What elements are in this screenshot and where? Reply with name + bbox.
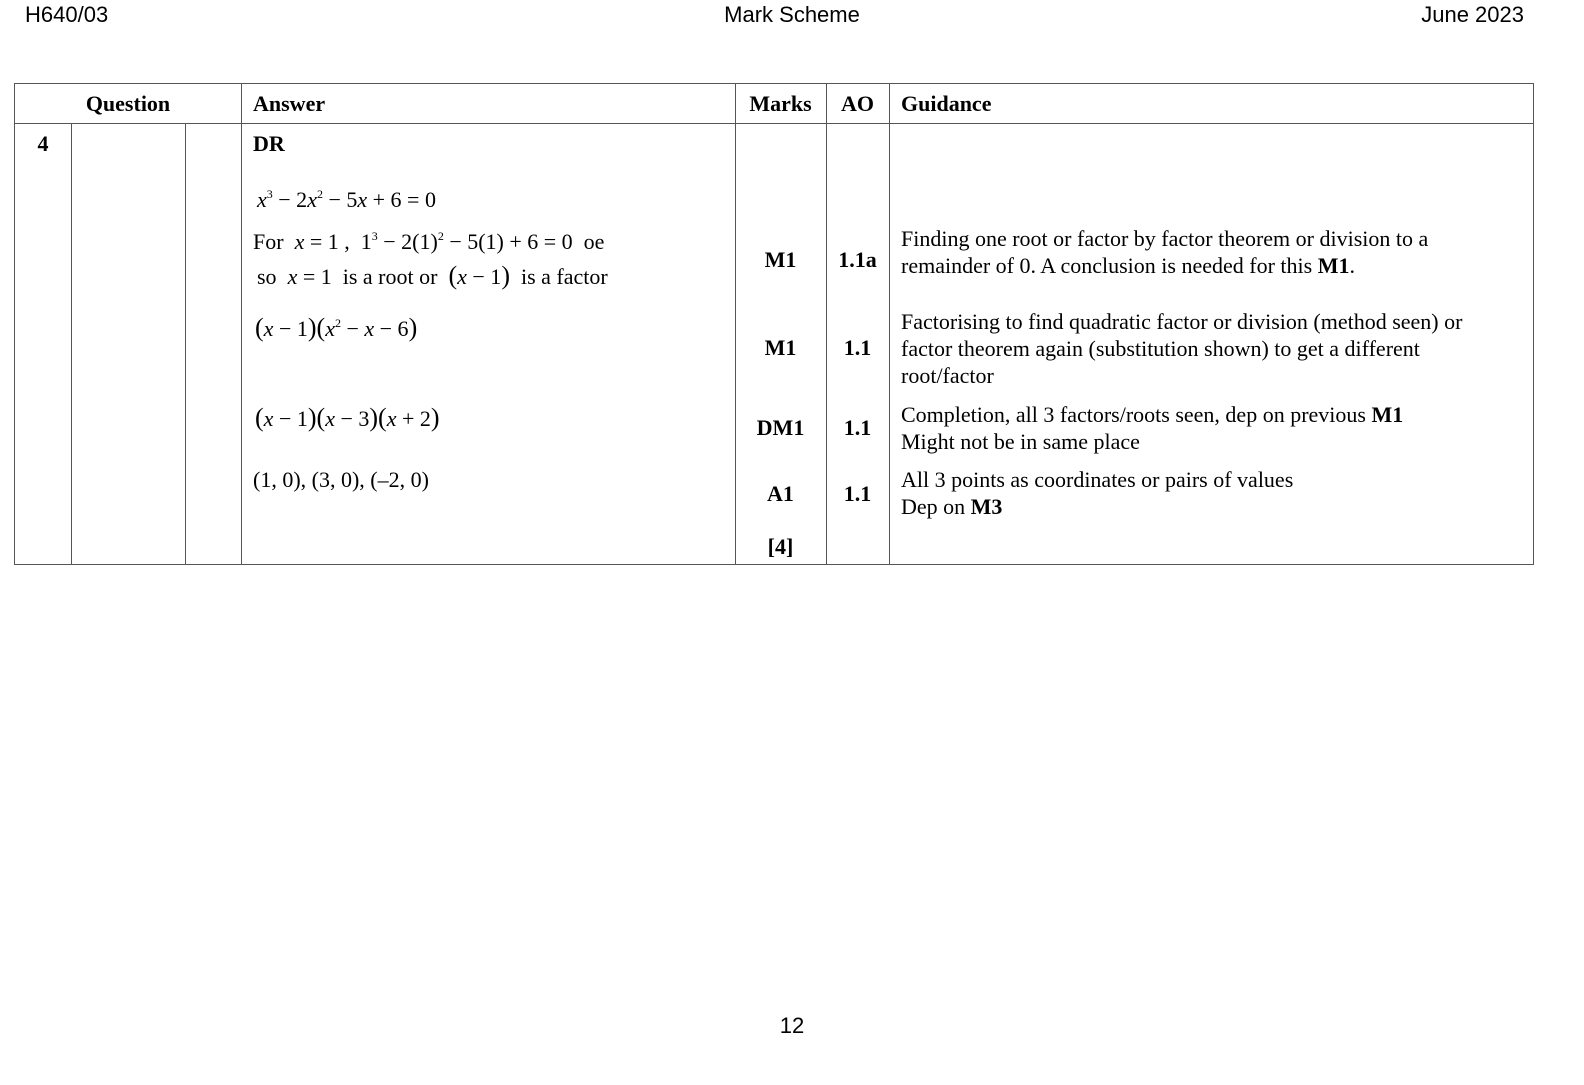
root-check-line-2: so x = 1 is a root or (x − 1) is a factor <box>257 261 608 290</box>
guidance-2-line-3: root/factor <box>901 363 994 388</box>
header-row-divider <box>15 123 1533 124</box>
ao-2: 1.1 <box>843 335 872 360</box>
mark-scheme-table <box>14 83 1534 565</box>
guidance-3-line-1 <box>901 401 1403 428</box>
cubic-equation: $x^3 - 2x^2 - 5x + 6 = 0$ <box>257 187 436 212</box>
coordinates-answer: (1, 0), (3, 0), (–2, 0) <box>253 467 429 492</box>
mark-3: DM1 <box>756 415 805 440</box>
guidance-2-line-1: Factorising to find quadratic factor or division (method seen) or <box>901 309 1463 334</box>
header-ao: AO <box>841 91 874 116</box>
guidance-1-line-2 <box>901 252 1428 279</box>
guidance-4-line-2 <box>901 493 1293 520</box>
header-answer: Answer <box>253 91 326 116</box>
column-divider <box>185 123 186 564</box>
column-divider <box>241 84 242 564</box>
guidance-mark-code: M3 <box>970 494 1003 519</box>
ao-1: 1.1a <box>838 247 877 272</box>
guidance-2-line-2: factor theorem again (substitution shown) to get a different <box>901 336 1420 361</box>
guidance-text: . <box>1349 253 1355 278</box>
column-divider <box>889 84 890 564</box>
guidance-3-line-2: Might not be in same place <box>901 429 1140 454</box>
guidance-4 <box>901 466 1293 520</box>
guidance-4-line-1: All 3 points as coordinates or pairs of values <box>901 467 1294 492</box>
mark-2: M1 <box>764 335 797 360</box>
guidance-mark-code: M1 <box>1371 402 1404 427</box>
marks-total: [4] <box>767 534 794 559</box>
column-divider <box>71 123 72 564</box>
guidance-1-line-1: Finding one root or factor by factor theorem or division to a <box>901 226 1429 251</box>
header-question: Question <box>85 91 171 116</box>
ao-4: 1.1 <box>843 481 872 506</box>
guidance-mark-code: M1 <box>1317 253 1350 278</box>
guidance-text: remainder of 0. A conclusion is needed for this <box>901 253 1318 278</box>
guidance-2 <box>901 308 1462 389</box>
guidance-1 <box>901 225 1428 279</box>
root-check-line-1: For x = 1 , $1^3 - 2(1)^2 - 5(1) + 6 = 0$ oe <box>253 229 605 254</box>
quadratic-factor: $(x - 1)(x^2 - x - 6)$ <box>255 313 418 342</box>
guidance-text: Dep on <box>901 494 971 519</box>
paper-code: H640/03 <box>25 2 109 27</box>
header-guidance: Guidance <box>901 91 992 116</box>
mark-4: A1 <box>767 481 794 506</box>
answer-heading: DR <box>253 131 285 156</box>
guidance-text: Completion, all 3 factors/roots seen, dep on previous <box>901 402 1372 427</box>
guidance-3 <box>901 401 1403 455</box>
document-title: Mark Scheme <box>724 2 860 27</box>
ao-3: 1.1 <box>843 415 872 440</box>
mark-1: M1 <box>764 247 797 272</box>
page-number: 12 <box>779 1013 805 1038</box>
exam-session: June 2023 <box>1421 2 1524 27</box>
full-factorisation: (x − 1)(x − 3)(x + 2) <box>255 403 440 432</box>
question-number: 4 <box>37 131 49 156</box>
header-marks: Marks <box>749 91 812 116</box>
